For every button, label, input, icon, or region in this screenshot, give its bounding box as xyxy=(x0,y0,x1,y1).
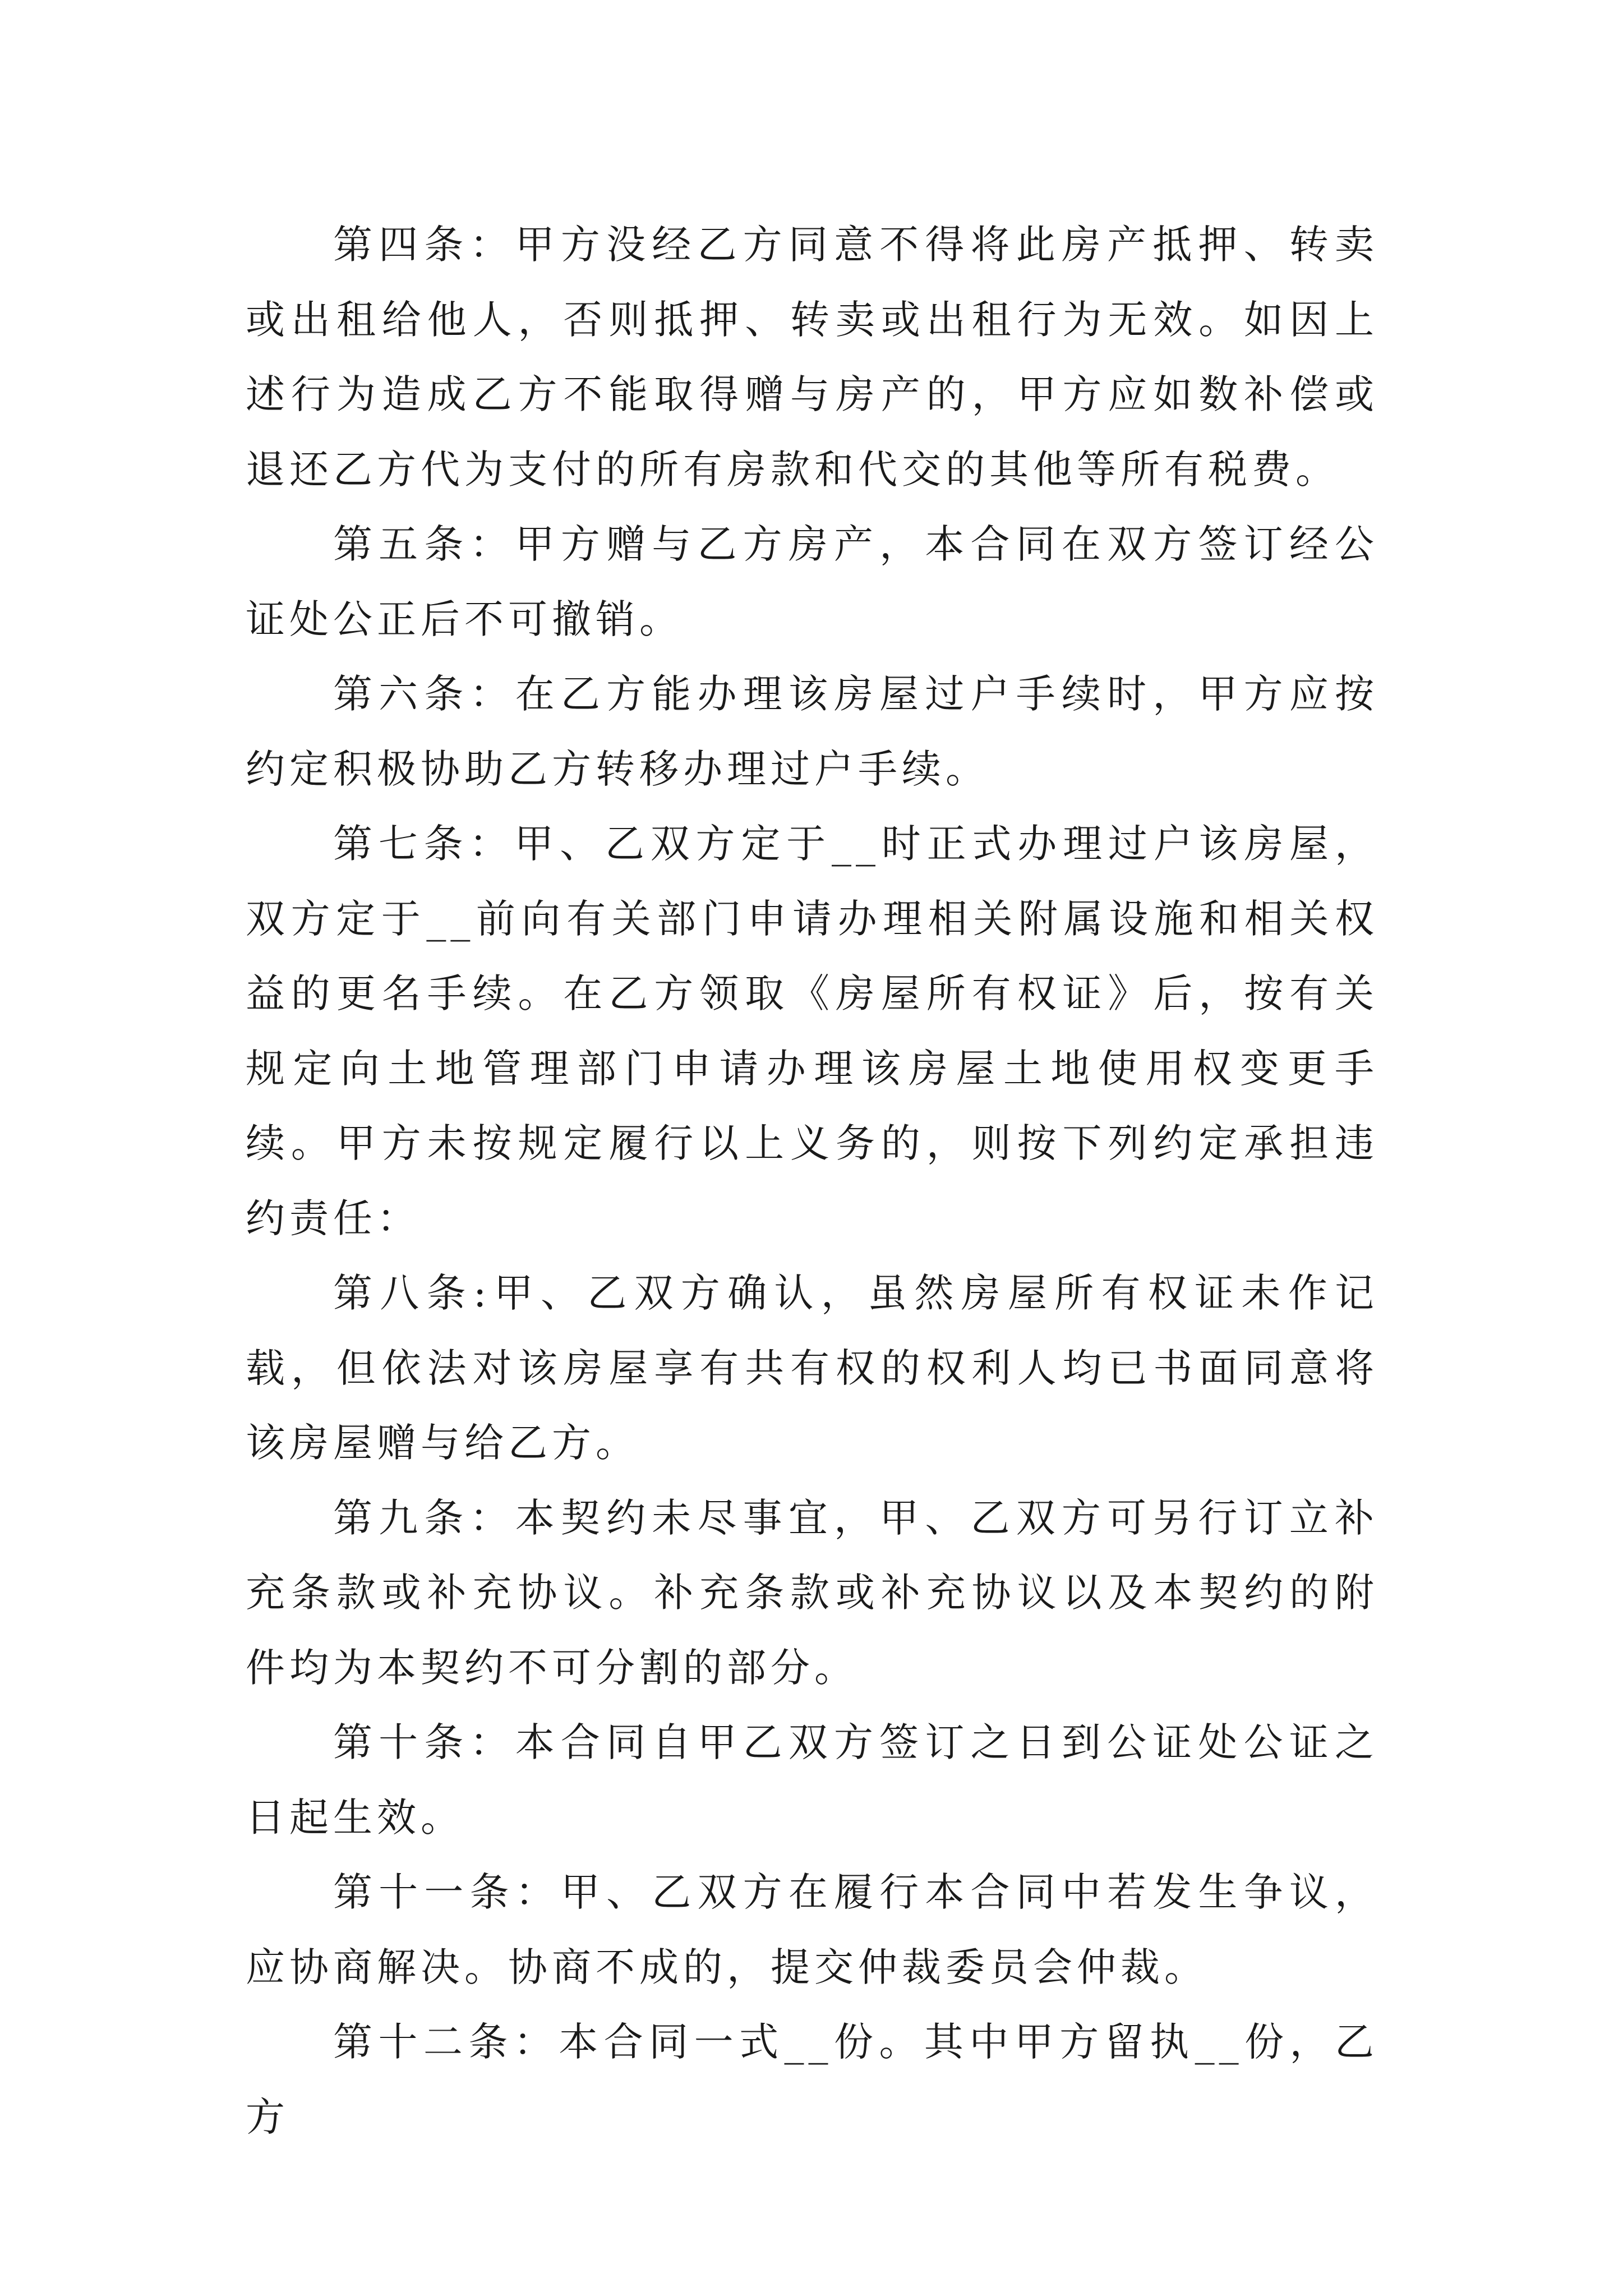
article-12-paragraph: 第十二条：本合同一式__份。其中甲方留执__份，乙方 xyxy=(246,2019,1378,2140)
article-7-paragraph: 第七条：甲、乙双方定于__时正式办理过户该房屋，双方定于__前向有关部门申请办理相关附属设施和相关权益的更名手续。在乙方领取《房屋所有权证》后，按有关规定向土地管理部门申请办理该房屋土地使用权变更手续。甲方未按规定履行以上义务的，则按下列约定承担违约责任： xyxy=(246,821,1378,1241)
article-8-paragraph: 第八条:甲、乙双方确认，虽然房屋所有权证未作记载，但依法对该房屋享有共有权的权利人均已书面同意将该房屋赠与给乙方。 xyxy=(246,1270,1378,1466)
article-6-paragraph: 第六条：在乙方能办理该房屋过户手续时，甲方应按约定积极协助乙方转移办理过户手续。 xyxy=(246,671,1378,792)
article-5-paragraph: 第五条：甲方赠与乙方房产，本合同在双方签订经公证处公正后不可撤销。 xyxy=(246,521,1378,642)
article-9-paragraph: 第九条：本契约未尽事宜，甲、乙双方可另行订立补充条款或补充协议。补充条款或补充协议以及本契约的附件均为本契约不可分割的部分。 xyxy=(246,1494,1378,1691)
contract-body xyxy=(246,208,1378,2155)
article-10-paragraph: 第十条：本合同自甲乙双方签订之日到公证处公证之日起生效。 xyxy=(246,1719,1378,1841)
article-4-paragraph: 第四条：甲方没经乙方同意不得将此房产抵押、转卖或出租给他人，否则抵押、转卖或出租行为无效。如因上述行为造成乙方不能取得赠与房产的，甲方应如数补偿或退还乙方代为支付的所有房款和代交的其他等所有税费。 xyxy=(246,222,1378,493)
article-11-paragraph: 第十一条：甲、乙双方在履行本合同中若发生争议，应协商解决。协商不成的，提交仲裁委员会仲裁。 xyxy=(246,1869,1378,1990)
